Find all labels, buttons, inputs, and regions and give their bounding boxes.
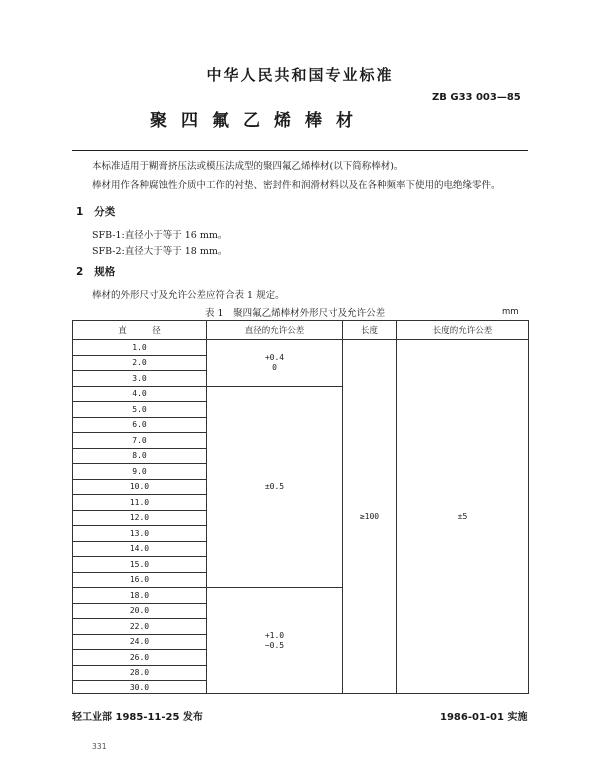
table-unit: mm — [502, 307, 519, 317]
diameter-cell: 4.0 — [73, 386, 207, 402]
diameter-cell: 9.0 — [73, 464, 207, 480]
diameter-cell: 12.0 — [73, 510, 207, 526]
diameter-cell: 22.0 — [73, 619, 207, 635]
section-2-heading — [76, 264, 115, 279]
issue-date: 轻工业部 1985-11-25 发布 — [72, 712, 203, 723]
diameter-tolerance-cell — [207, 340, 343, 387]
diameter-cell: 30.0 — [73, 681, 207, 694]
diameter-cell: 1.0 — [73, 340, 207, 356]
header-length-tolerance: 长度的允许公差 — [397, 321, 529, 340]
section-number: 1 — [76, 206, 84, 218]
spec-table — [72, 320, 529, 694]
header-diameter-tolerance: 直径的允许公差 — [207, 321, 343, 340]
diameter-cell: 14.0 — [73, 541, 207, 557]
page-number: 331 — [92, 742, 107, 751]
spec-sentence: 棒材的外形尺寸及允许公差应符合表 1 规定。 — [92, 290, 285, 301]
intro-paragraph-1: 本标准适用于糊膏挤压法或模压法成型的聚四氟乙烯棒材(以下简称棒材)。 — [92, 161, 404, 172]
effective-date: 1986-01-01 实施 — [440, 712, 528, 723]
diameter-cell: 7.0 — [73, 433, 207, 449]
header-rule — [72, 150, 528, 151]
diameter-tolerance-cell — [207, 386, 343, 588]
diameter-cell: 16.0 — [73, 572, 207, 588]
diameter-cell: 13.0 — [73, 526, 207, 542]
diameter-cell: 20.0 — [73, 603, 207, 619]
section-number: 2 — [76, 266, 84, 278]
diameter-cell: 3.0 — [73, 371, 207, 387]
diameter-cell: 18.0 — [73, 588, 207, 604]
diameter-cell: 11.0 — [73, 495, 207, 511]
section-title: 分类 — [94, 206, 116, 218]
diameter-cell: 8.0 — [73, 448, 207, 464]
section-1-heading — [76, 204, 115, 219]
tolerance-value: +1.0 — [264, 630, 285, 640]
length-tolerance-cell: ±5 — [397, 340, 529, 694]
intro-paragraph-2: 棒材用作各种腐蚀性介质中工作的衬垫、密封件和润滑材料以及在各种频率下使用的电绝缘零件。 — [92, 180, 501, 191]
diameter-cell: 2.0 — [73, 355, 207, 371]
classification-sfb1: SFB-1:直径小于等于 16 mm。 — [92, 230, 228, 241]
document-title: 聚四氟乙烯棒材 — [150, 111, 367, 131]
diameter-tolerance-cell — [207, 588, 343, 694]
tolerance-value: +0.4 — [264, 352, 285, 362]
document-code: ZB G33 003—85 — [432, 92, 521, 103]
tolerance-value: −0.5 — [264, 640, 285, 650]
header-length: 长度 — [343, 321, 397, 340]
table-row — [73, 340, 529, 356]
section-title: 规格 — [94, 266, 116, 278]
table-header-row — [73, 321, 529, 340]
length-cell: ≥100 — [343, 340, 397, 694]
diameter-cell: 6.0 — [73, 417, 207, 433]
diameter-cell: 10.0 — [73, 479, 207, 495]
tolerance-value: 0 — [272, 362, 277, 372]
diameter-cell: 24.0 — [73, 634, 207, 650]
header-diameter: 直 径 — [73, 321, 207, 340]
diameter-cell: 5.0 — [73, 402, 207, 418]
tolerance-value: ±0.5 — [264, 481, 285, 491]
diameter-cell: 26.0 — [73, 650, 207, 666]
diameter-cell: 15.0 — [73, 557, 207, 573]
diameter-cell: 28.0 — [73, 665, 207, 681]
standard-header: 中华人民共和国专业标准 — [206, 66, 394, 84]
classification-sfb2: SFB-2:直径大于等于 18 mm。 — [92, 246, 228, 257]
table-caption: 表 1 聚四氟乙烯棒材外形尺寸及允许公差 — [205, 308, 386, 319]
